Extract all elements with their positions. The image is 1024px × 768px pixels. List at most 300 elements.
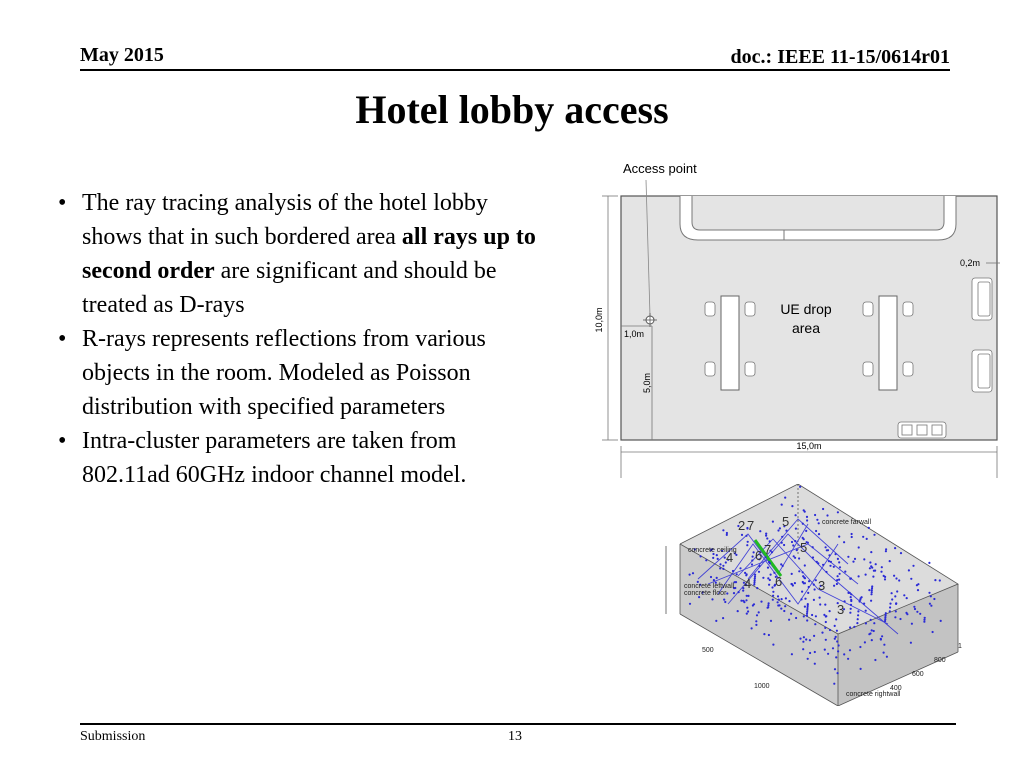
scatter-point — [734, 587, 736, 589]
bullet-text: Intra-cluster parameters are taken from 802.11ad 60GHz indoor channel model. — [82, 428, 467, 488]
scatter-point — [807, 658, 809, 660]
scatter-point — [735, 554, 737, 556]
scatter-point — [849, 612, 851, 614]
scatter-point — [770, 574, 772, 576]
scatter-point — [806, 607, 808, 609]
scatter-point — [874, 659, 876, 661]
scatter-point — [737, 610, 739, 612]
scatter-point — [850, 599, 852, 601]
scatter-point — [753, 583, 755, 585]
scatter-point — [825, 546, 827, 548]
cluster-number: 7 — [747, 518, 755, 533]
cluster-number: 4 — [726, 550, 734, 565]
scatter-point — [837, 650, 839, 652]
scatter-point — [808, 586, 810, 588]
scatter-point — [873, 630, 875, 632]
scatter-point — [858, 546, 860, 548]
cluster-number: 6 — [755, 548, 763, 563]
scatter-point — [828, 554, 830, 556]
scatter-point — [716, 577, 718, 579]
scatter-point — [760, 601, 762, 603]
scatter-point — [742, 600, 744, 602]
scatter-point — [763, 633, 765, 635]
scatter-point — [765, 533, 767, 535]
scatter-point — [738, 591, 740, 593]
scatter-point — [814, 514, 816, 516]
scatter-point — [929, 603, 931, 605]
scatter-point — [850, 608, 852, 610]
scatter-point — [884, 618, 886, 620]
scatter-point — [799, 486, 801, 488]
scatter-point — [836, 579, 838, 581]
scatter-point — [824, 649, 826, 651]
scatter-point — [857, 614, 859, 616]
scatter-point — [799, 638, 801, 640]
scatter-point — [870, 619, 872, 621]
scatter-point — [860, 668, 862, 670]
scatter-point — [711, 598, 713, 600]
scatter-point — [850, 604, 852, 606]
scatter-point — [779, 527, 781, 529]
floorplan-diagram — [588, 180, 1008, 480]
cluster-number: 6 — [775, 574, 783, 589]
scatter-point — [825, 615, 827, 617]
counter-inner — [692, 196, 944, 230]
scatter-point — [715, 620, 717, 622]
scatter-point — [818, 533, 820, 535]
scatter-point — [814, 623, 816, 625]
scatter-point — [824, 604, 826, 606]
scatter-point — [816, 519, 818, 521]
cluster-number: 7 — [764, 542, 772, 557]
scatter-point — [884, 620, 886, 622]
scatter-point — [791, 583, 793, 585]
scatter-point — [754, 580, 756, 582]
scatter-point — [723, 599, 725, 601]
scatter-point — [870, 593, 872, 595]
scatter-point — [802, 641, 804, 643]
scatter-point — [849, 649, 851, 651]
scatter-point — [824, 627, 826, 629]
scatter-point — [800, 598, 802, 600]
ray-tracing-3d-model — [658, 484, 966, 706]
dim-ap-height-label: 5,0m — [642, 372, 652, 394]
bullet-text: R-rays represents reflections from various objects in the room. Modeled as Poisson distribution with specified parameters — [82, 326, 486, 420]
scatter-point — [868, 589, 870, 591]
header-rule — [80, 69, 950, 71]
scatter-point — [758, 611, 760, 613]
scatter-point — [788, 619, 790, 621]
scatter-point — [863, 603, 865, 605]
scatter-point — [837, 511, 839, 513]
dim-height-label: 10,0m — [594, 307, 604, 333]
scatter-point — [847, 658, 849, 660]
scatter-point — [912, 565, 914, 567]
scatter-point — [819, 597, 821, 599]
scatter-point — [736, 573, 738, 575]
scatter-point — [870, 600, 872, 602]
scatter-point — [784, 497, 786, 499]
scatter-point — [858, 575, 860, 577]
scatter-point — [870, 551, 872, 553]
scatter-point — [784, 605, 786, 607]
scatter-point — [792, 544, 794, 546]
scatter-point — [844, 571, 846, 573]
scatter-point — [838, 536, 840, 538]
scatter-point — [837, 558, 839, 560]
scatter-point — [933, 598, 935, 600]
scatter-point — [817, 562, 819, 564]
scatter-point — [868, 633, 870, 635]
scatter-point — [806, 609, 808, 611]
scatter-point — [896, 590, 898, 592]
scatter-point — [856, 622, 858, 624]
label-leftwall: concrete leftwall — [684, 583, 735, 590]
scatter-point — [889, 606, 891, 608]
scatter-point — [806, 519, 808, 521]
scatter-point — [803, 615, 805, 617]
scatter-point — [869, 567, 871, 569]
scatter-point — [772, 595, 774, 597]
scatter-point — [722, 565, 724, 567]
scatter-point — [767, 606, 769, 608]
scatter-point — [809, 652, 811, 654]
scatter-point — [726, 592, 728, 594]
scatter-point — [891, 592, 893, 594]
scatter-point — [813, 635, 815, 637]
scatter-point — [772, 599, 774, 601]
scatter-point — [899, 618, 901, 620]
scatter-point — [880, 571, 882, 573]
scatter-point — [768, 584, 770, 586]
scatter-point — [863, 558, 865, 560]
scatter-point — [700, 555, 702, 557]
scatter-point — [785, 530, 787, 532]
scatter-point — [924, 617, 926, 619]
scatter-point — [870, 565, 872, 567]
cluster-number: 2 — [738, 518, 746, 533]
header-date: May 2015 — [80, 44, 164, 66]
tick-800: 800 — [934, 657, 946, 664]
scatter-point — [759, 530, 761, 532]
scatter-point — [756, 587, 758, 589]
scatter-point — [815, 579, 817, 581]
scatter-point — [806, 619, 808, 621]
scatter-point — [804, 577, 806, 579]
scatter-point — [752, 604, 754, 606]
scatter-point — [829, 565, 831, 567]
scatter-point — [818, 522, 820, 524]
scatter-point — [871, 587, 873, 589]
scatter-point — [849, 626, 851, 628]
scatter-point — [825, 621, 827, 623]
scatter-point — [905, 612, 907, 614]
scatter-point — [859, 599, 861, 601]
scatter-point — [689, 603, 691, 605]
scatter-point — [910, 578, 912, 580]
scatter-point — [812, 556, 814, 558]
scatter-point — [843, 653, 845, 655]
scatter-point — [850, 593, 852, 595]
scatter-point — [885, 550, 887, 552]
scatter-point — [790, 613, 792, 615]
scatter-point — [735, 581, 737, 583]
bullet-text-bold: all rays up to second order — [82, 224, 536, 284]
scatter-point — [781, 536, 783, 538]
scatter-point — [791, 505, 793, 507]
scatter-point — [881, 635, 883, 637]
scatter-point — [740, 600, 742, 602]
scatter-point — [827, 549, 829, 551]
scatter-point — [880, 638, 882, 640]
scatter-point — [838, 561, 840, 563]
scatter-point — [862, 536, 864, 538]
scatter-point — [804, 606, 806, 608]
scatter-point — [835, 618, 837, 620]
scatter-point — [822, 564, 824, 566]
scatter-point — [835, 553, 837, 555]
scatter-point — [777, 529, 779, 531]
scatter-point — [906, 597, 908, 599]
scatter-point — [747, 541, 749, 543]
scatter-point — [814, 588, 816, 590]
scatter-point — [857, 618, 859, 620]
scatter-point — [802, 571, 804, 573]
scatter-point — [745, 535, 747, 537]
tick-600: 600 — [912, 671, 924, 678]
scatter-point — [916, 611, 918, 613]
scatter-point — [809, 639, 811, 641]
scatter-point — [762, 577, 764, 579]
scatter-point — [871, 589, 873, 591]
scatter-point — [871, 585, 873, 587]
footer-rule — [80, 723, 956, 725]
bullet-item — [58, 424, 548, 492]
scatter-point — [814, 663, 816, 665]
table-right — [879, 296, 897, 390]
cluster-number: 3 — [818, 578, 826, 593]
scatter-point — [895, 602, 897, 604]
scatter-point — [869, 561, 871, 563]
scatter-point — [766, 537, 768, 539]
scatter-point — [813, 599, 815, 601]
scatter-point — [821, 632, 823, 634]
scatter-point — [865, 610, 867, 612]
scatter-point — [804, 564, 806, 566]
dim-width-label: 15,0m — [796, 441, 822, 451]
scatter-point — [781, 504, 783, 506]
scatter-point — [758, 565, 760, 567]
scatter-point — [834, 625, 836, 627]
cluster-number: 4 — [744, 576, 752, 591]
scatter-point — [885, 614, 887, 616]
scatter-point — [934, 579, 936, 581]
scatter-point — [911, 623, 913, 625]
scatter-point — [930, 605, 932, 607]
scatter-point — [833, 585, 835, 587]
scatter-point — [864, 641, 866, 643]
scatter-point — [804, 582, 806, 584]
scatter-point — [783, 610, 785, 612]
scatter-point — [866, 538, 868, 540]
sofa-bottom — [898, 422, 946, 438]
scatter-point — [802, 537, 804, 539]
dim-wall-label: 0,2m — [960, 258, 981, 268]
scatter-point — [795, 617, 797, 619]
scatter-point — [753, 581, 755, 583]
scatter-point — [739, 567, 741, 569]
scatter-point — [802, 581, 804, 583]
scatter-point — [716, 554, 718, 556]
scatter-point — [811, 614, 813, 616]
scatter-point — [917, 589, 919, 591]
scatter-point — [850, 596, 852, 598]
scatter-point — [889, 560, 891, 562]
scatter-point — [808, 580, 810, 582]
tick-400: 400 — [890, 685, 902, 692]
scatter-point — [883, 644, 885, 646]
scatter-point — [794, 540, 796, 542]
scatter-point — [928, 592, 930, 594]
scatter-point — [835, 656, 837, 658]
scatter-point — [806, 615, 808, 617]
scatter-point — [839, 573, 841, 575]
dim-height — [602, 196, 618, 440]
scatter-point — [767, 567, 769, 569]
scatter-point — [871, 629, 873, 631]
scatter-point — [898, 579, 900, 581]
scatter-point — [768, 634, 770, 636]
scatter-point — [883, 652, 885, 654]
scatter-point — [916, 584, 918, 586]
scatter-point — [768, 561, 770, 563]
scatter-point — [830, 561, 832, 563]
scatter-point — [885, 612, 887, 614]
scatter-point — [871, 591, 873, 593]
scatter-point — [769, 579, 771, 581]
scatter-point — [772, 644, 774, 646]
scatter-point — [884, 578, 886, 580]
scatter-point — [868, 527, 870, 529]
scatter-point — [756, 614, 758, 616]
scatter-point — [837, 575, 839, 577]
scatter-point — [914, 608, 916, 610]
scatter-point — [807, 603, 809, 605]
scatter-point — [783, 544, 785, 546]
scatter-point — [894, 547, 896, 549]
scatter-point — [751, 559, 753, 561]
scatter-point — [828, 560, 830, 562]
scatter-point — [865, 622, 867, 624]
scatter-point — [754, 578, 756, 580]
scatter-point — [913, 606, 915, 608]
scatter-point — [765, 535, 767, 537]
scatter-point — [875, 563, 877, 565]
scatter-point — [791, 541, 793, 543]
scatter-point — [838, 579, 840, 581]
scatter-point — [827, 653, 829, 655]
scatter-point — [815, 530, 817, 532]
scatter-point — [940, 620, 942, 622]
scatter-point — [791, 573, 793, 575]
scatter-point — [894, 616, 896, 618]
scatter-point — [908, 569, 910, 571]
scatter-point — [829, 629, 831, 631]
scatter-point — [910, 642, 912, 644]
scatter-point — [751, 563, 753, 565]
scatter-point — [812, 546, 814, 548]
scatter-point — [778, 599, 780, 601]
scatter-point — [885, 548, 887, 550]
scatter-point — [796, 549, 798, 551]
scatter-point — [893, 575, 895, 577]
slide-title: Hotel lobby access — [355, 87, 669, 132]
scatter-point — [768, 602, 770, 604]
scatter-point — [741, 534, 743, 536]
scatter-point — [871, 639, 873, 641]
scatter-point — [900, 552, 902, 554]
scatter-point — [895, 577, 897, 579]
scatter-point — [805, 638, 807, 640]
bullet-text: The ray tracing analysis of the hotel lobby shows that in such bordered area — [82, 190, 488, 250]
scatter-point — [747, 610, 749, 612]
scatter-point — [719, 567, 721, 569]
scatter-point — [710, 576, 712, 578]
scatter-point — [836, 630, 838, 632]
footer-submission: Submission — [80, 729, 146, 744]
scatter-point — [838, 644, 840, 646]
ue-drop-label-1: UE drop — [780, 301, 832, 317]
scatter-point — [754, 574, 756, 576]
scatter-point — [815, 615, 817, 617]
scatter-point — [745, 599, 747, 601]
bullet-list — [58, 186, 548, 492]
scatter-point — [807, 592, 809, 594]
ue-drop-label-2: area — [791, 320, 821, 336]
scatter-point — [923, 619, 925, 621]
scatter-point — [825, 639, 827, 641]
scatter-point — [814, 651, 816, 653]
bullet-item — [58, 322, 548, 424]
scatter-point — [713, 579, 715, 581]
scatter-point — [881, 566, 883, 568]
scatter-point — [719, 563, 721, 565]
scatter-point — [919, 613, 921, 615]
scatter-point — [825, 571, 827, 573]
scatter-point — [722, 529, 724, 531]
scatter-point — [807, 605, 809, 607]
scatter-point — [795, 514, 797, 516]
scatter-point — [746, 613, 748, 615]
scatter-point — [795, 528, 797, 530]
scatter-point — [832, 647, 834, 649]
scatter-point — [777, 601, 779, 603]
scatter-point — [733, 592, 735, 594]
scatter-point — [722, 617, 724, 619]
scatter-point — [777, 595, 779, 597]
scatter-point — [822, 508, 824, 510]
scatter-point — [791, 653, 793, 655]
scatter-point — [712, 557, 714, 559]
scatter-point — [689, 574, 691, 576]
bullet-dot-icon: • — [58, 190, 67, 216]
cluster-number: 5 — [782, 514, 790, 529]
scatter-point — [771, 586, 773, 588]
scatter-point — [930, 595, 932, 597]
cluster-number: 5 — [800, 540, 808, 555]
scatter-point — [794, 582, 796, 584]
scatter-point — [839, 566, 841, 568]
